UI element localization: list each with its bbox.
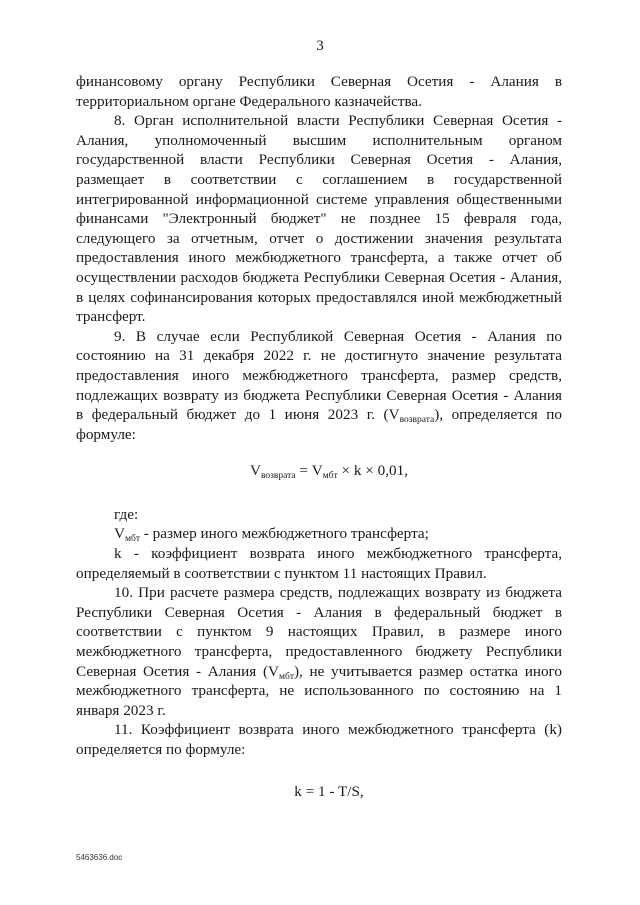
page-number: 3	[316, 38, 324, 54]
where-label: где:	[114, 505, 139, 523]
document-body	[76, 72, 562, 801]
definition-v-mbt: $V_{мбт}$ - размер иного межбюджетного трансферта;	[114, 525, 429, 545]
paragraph-11: 11. Коэффициент возврата иного межбюджетного трансферта (k) определяется по формуле:	[76, 721, 562, 758]
definition-k: k - коэффициент возврата иного межбюджетного трансферта, определяемый в соответствии с пунктом 11 настоящих Правил.	[76, 545, 562, 582]
paragraph-8: 8. Орган исполнительной власти Республики Северная Осетия - Алания, уполномоченный высшим исполнительным органом государственной власти Республики Северная Осетия - Алания, размещает в соответствии с соглашением в государственной интегрированной информационной системе управления общественными финансами "Электронный бюджет" не позднее 15 февраля года, следующего за отчетным, отчет о достижении значения результата предоставления иного межбюджетного трансферта, а также отчет об осуществлении расходов бюджета Республики Северная Осетия - Алания, в целях софинансирования которых предоставлялся иной межбюджетный трансферт.	[76, 112, 562, 326]
paragraph-10: 10. При расчете размера средств, подлежащих возврату из бюджета Республики Северная Осетия - Алания в федеральный бюджет в соответствии с пунктом 9 настоящих Правил, в размере иного межбюджетного трансферта, предоставленного бюджету Республики Северная Осетия - Алания $(V_{мбт})$, не учитывается размер остатка иного межбюджетного трансферта, не использованного по состоянию на 1 января 2023 г.	[76, 584, 562, 719]
document-filename: 5463636.doc	[76, 853, 123, 862]
paragraph-continuation: финансовому органу Республики Северная Осетия - Алания в территориальном органе Федерального казначейства.	[76, 73, 562, 110]
formula-coefficient: k = 1 - T/S,	[294, 782, 364, 800]
paragraph-9: 9. В случае если Республикой Северная Осетия - Алания по состоянию на 31 декабря 2022 г. не достигнуто значение результата предоставления иного межбюджетного трансферта, размер средств, подлежащих возврату из бюджета Республики Северная Осетия - Алания в федеральный бюджет до 1 июня 2023 г. $(V_{возврата})$, определяется по формуле:	[76, 327, 562, 443]
formula-return: $V_{возврата} = V_{мбт} \times k \times 0,01$,	[249, 462, 409, 482]
